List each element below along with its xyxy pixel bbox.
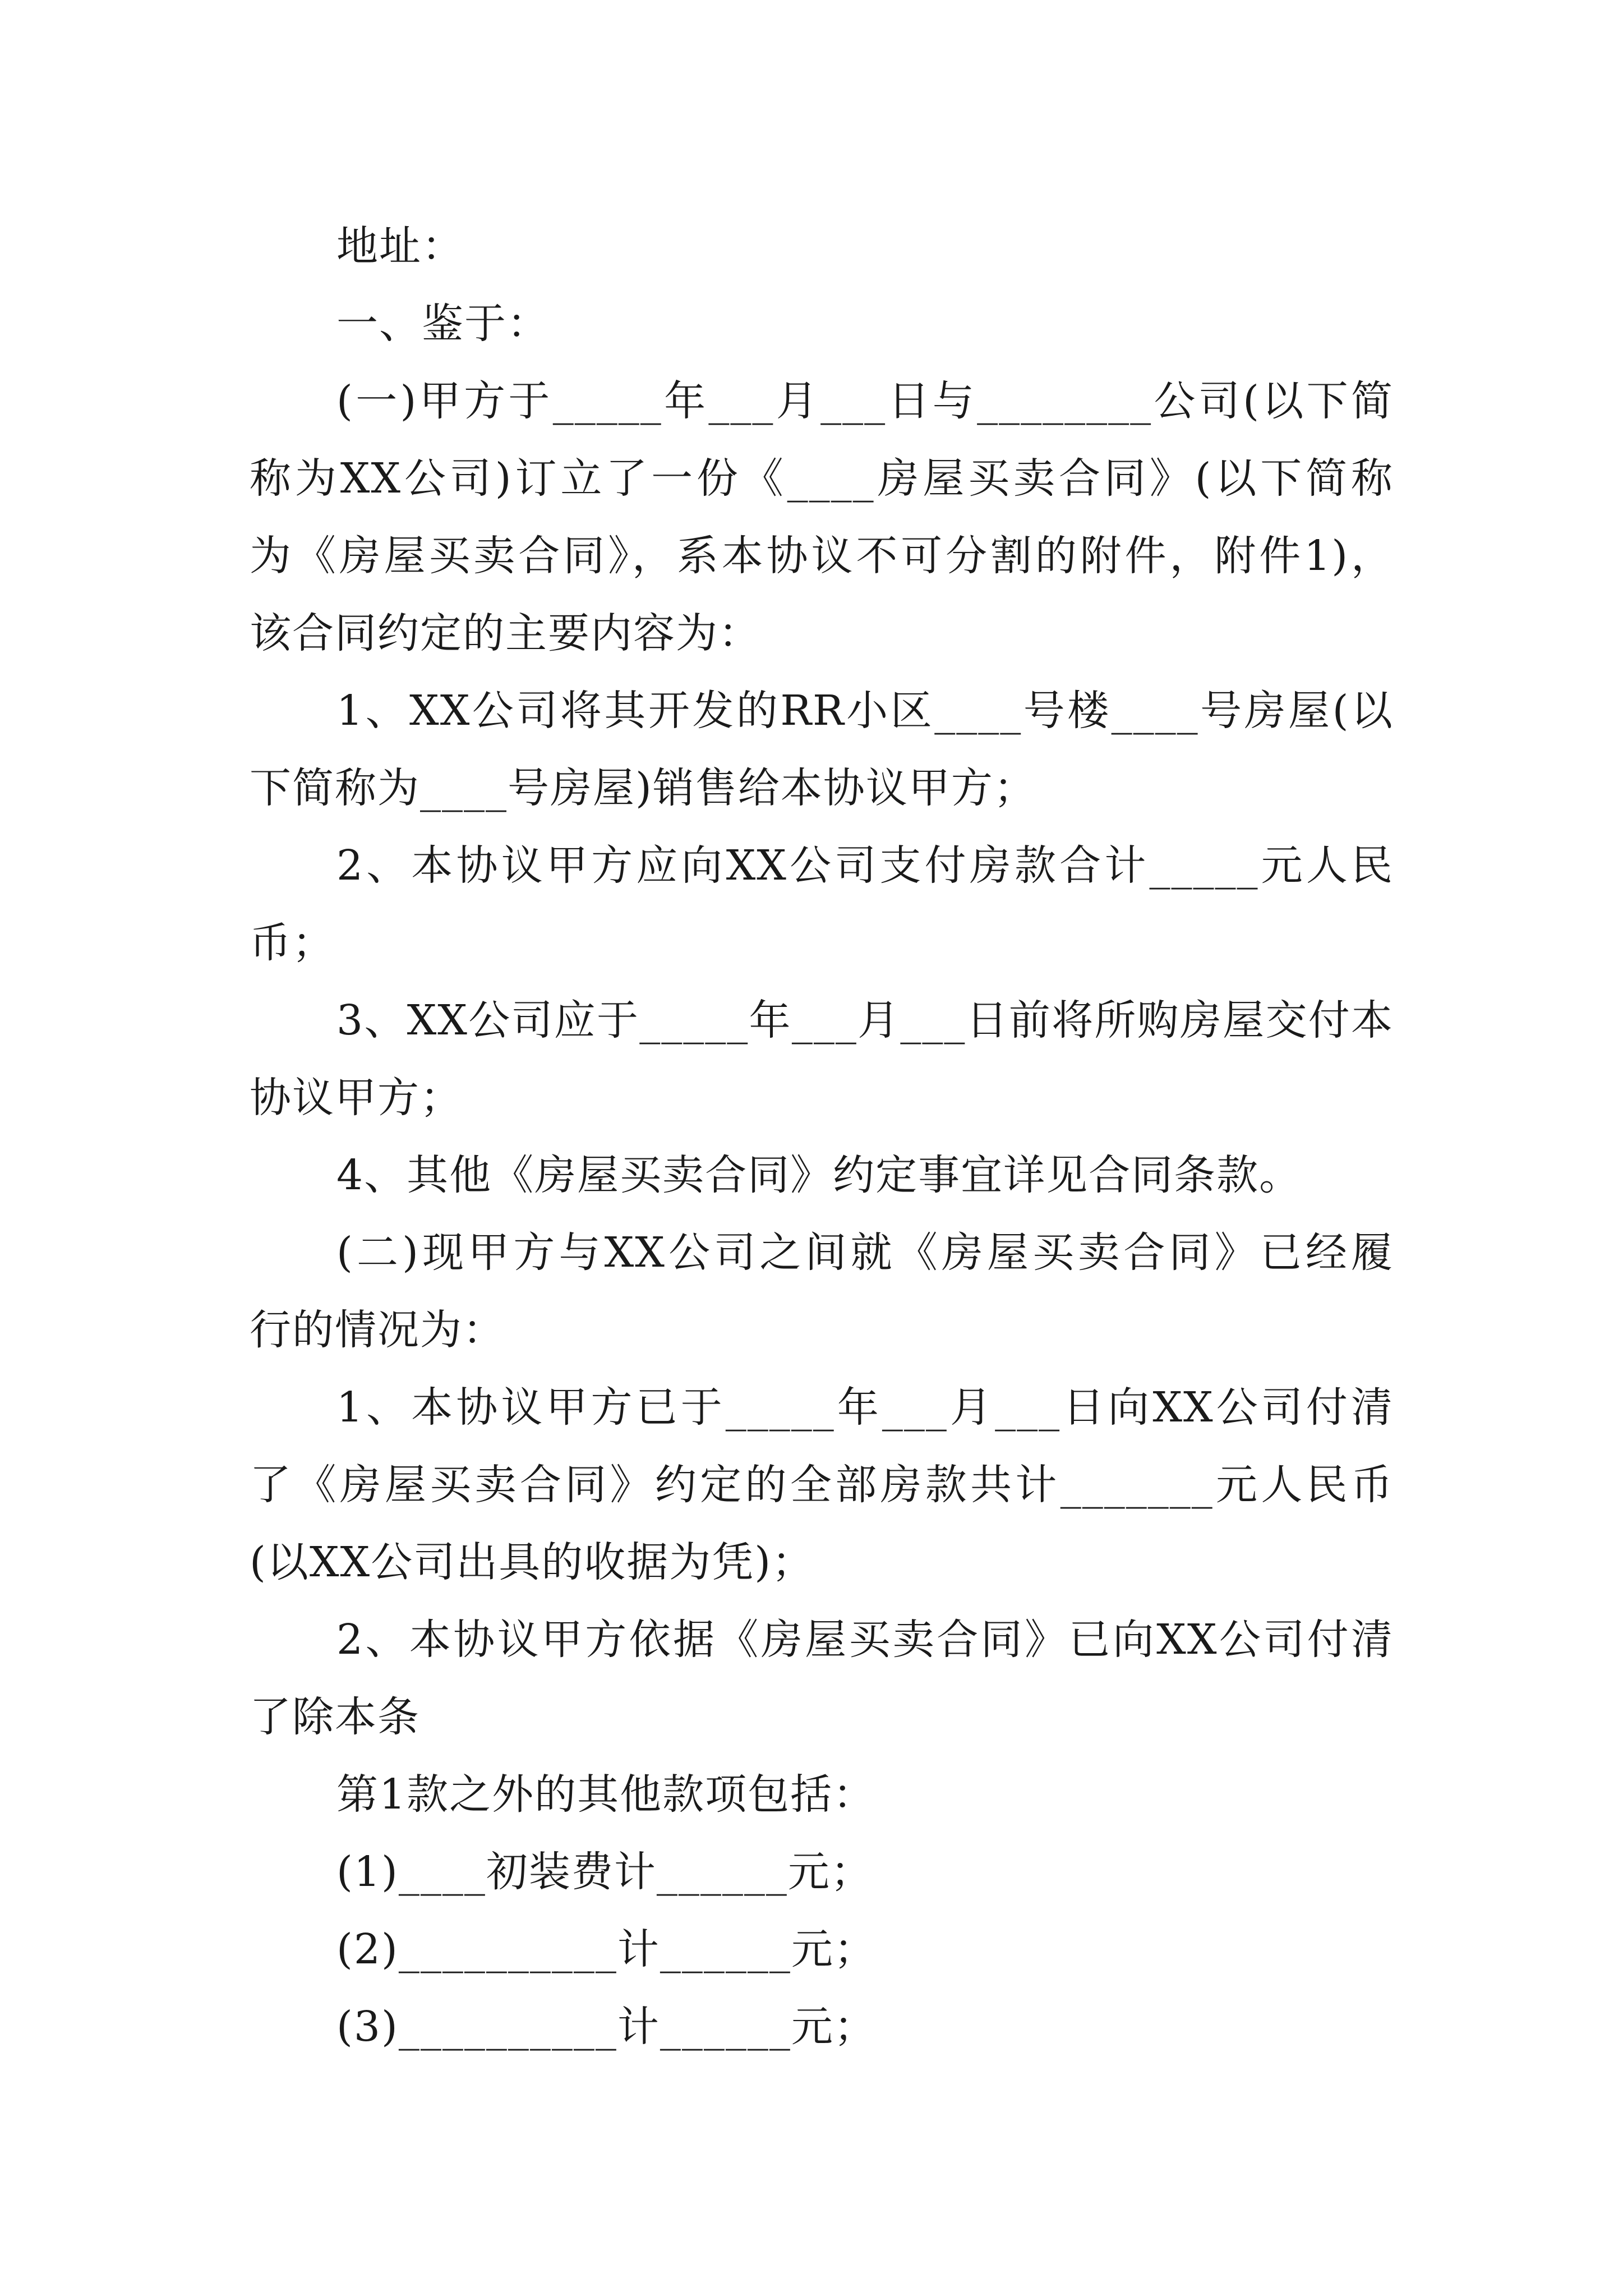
paragraph-line: 称为XX公司)订立了一份《____房屋买卖合同》(以下简称 (250, 454, 1394, 503)
paragraph-line: 协议甲方； (250, 1074, 463, 1122)
paragraph-line: 第1款之外的其他款项包括： (336, 1770, 876, 1819)
paragraph-line: 了除本条 (250, 1693, 420, 1741)
address-label: 地址： (336, 222, 464, 270)
paragraph-line: 4、其他《房屋买卖合同》约定事宜详见合同条款。 (336, 1151, 1302, 1199)
list-item: (3)__________计______元； (336, 2003, 877, 2051)
list-item: (1)____初装费计______元； (336, 1848, 873, 1896)
paragraph-line: (一)甲方于_____年___月___日与________公司(以下简 (336, 377, 1394, 425)
paragraph-line: 下简称为____号房屋)销售给本协议甲方； (250, 764, 1036, 812)
paragraph-line: (以XX公司出具的收据为凭)； (250, 1538, 815, 1586)
paragraph-line: 该合同约定的主要内容为： (250, 609, 761, 657)
paragraph-line: (二)现甲方与XX公司之间就《房屋买卖合同》已经履 (336, 1228, 1394, 1277)
paragraph-line: 2、本协议甲方依据《房屋买卖合同》已向XX公司付清 (336, 1616, 1394, 1664)
paragraph-line: 1、本协议甲方已于_____年___月___日向XX公司付清 (336, 1383, 1394, 1432)
list-item: (2)__________计______元； (336, 1925, 877, 1973)
paragraph-line: 了《房屋买卖合同》约定的全部房款共计_______元人民币 (250, 1461, 1394, 1509)
section-heading: 一、鉴于： (336, 300, 550, 348)
paragraph-line: 行的情况为： (250, 1306, 505, 1354)
paragraph-line: 3、XX公司应于_____年___月___日前将所购房屋交付本 (336, 996, 1394, 1045)
paragraph-line: 为《房屋买卖合同》，系本协议不可分割的附件，附件1)， (250, 532, 1394, 580)
paragraph-line: 2、本协议甲方应向XX公司支付房款合计_____元人民 (336, 841, 1394, 890)
paragraph-line: 币； (250, 919, 335, 967)
paragraph-line: 1、XX公司将其开发的RR小区____号楼____号房屋(以 (336, 687, 1394, 735)
